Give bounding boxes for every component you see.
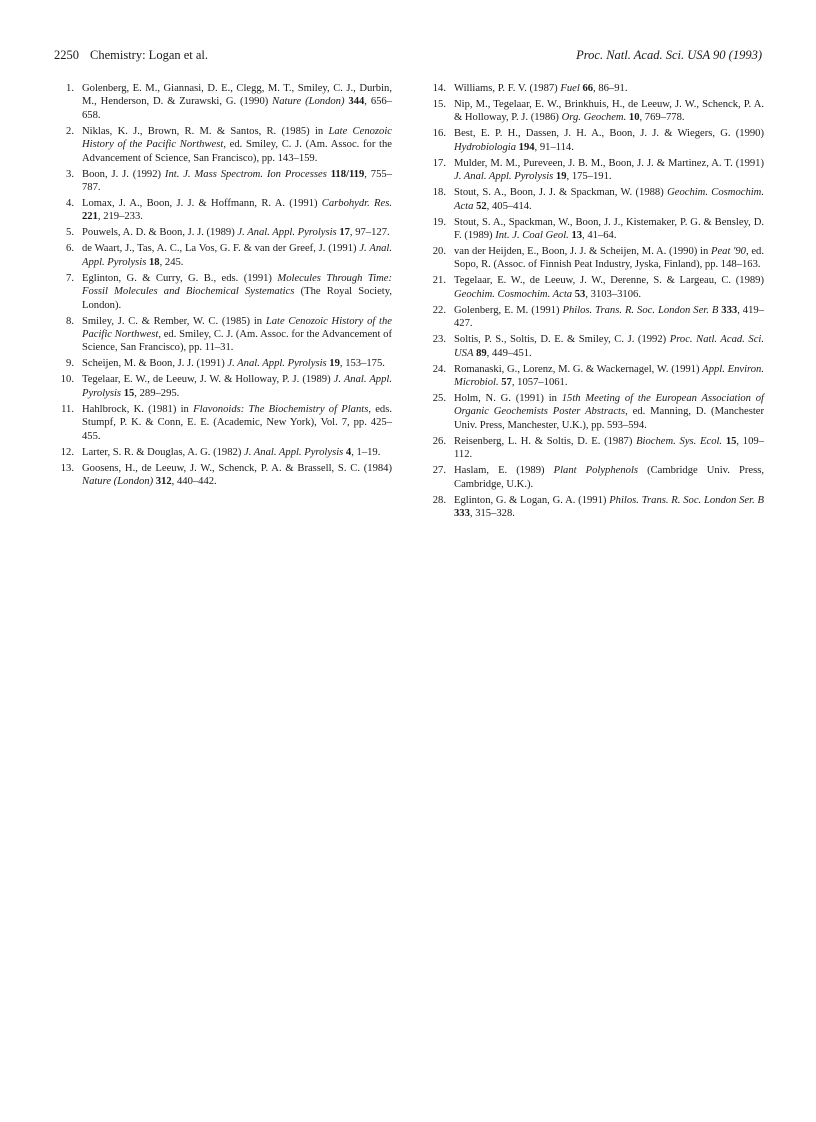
reference-text [82, 126, 392, 164]
reference-segment: Scheijen, M. & Boon, J. J. (1991) [82, 358, 228, 370]
reference-segment: , 1057–1061. [511, 377, 568, 389]
reference-volume: 13 [571, 230, 583, 242]
reference-item [54, 242, 392, 269]
reference-segment: Reisenberg, L. H. & Soltis, D. E. (1987) [454, 435, 637, 447]
reference-item [54, 373, 392, 400]
reference-item [426, 274, 764, 301]
reference-number: 21. [432, 275, 446, 287]
reference-text [82, 227, 390, 238]
reference-segment: , 3103–3106. [585, 288, 641, 300]
reference-item [54, 197, 392, 224]
reference-volume: 57 [501, 377, 512, 389]
reference-volume: 53 [574, 288, 586, 300]
reference-title: J. Anal. Appl. Pyrolysis [237, 227, 337, 239]
reference-volume: 52 [476, 200, 487, 212]
reference-text [82, 83, 392, 121]
reference-number: 9. [66, 358, 74, 370]
reference-volume: 10 [628, 112, 640, 124]
reference-item [426, 494, 764, 521]
reference-text [82, 273, 392, 311]
reference-text [82, 316, 392, 354]
reference-text [454, 465, 764, 489]
reference-item [54, 226, 392, 239]
reference-segment: , 153–175. [339, 358, 385, 370]
reference-item [426, 304, 764, 331]
reference-segment: , 97–127. [349, 227, 390, 239]
reference-segment: , 289–295. [134, 387, 180, 399]
reference-text [82, 463, 392, 487]
reference-text [454, 495, 764, 519]
reference-text [454, 364, 764, 388]
reference-volume: 15 [725, 435, 737, 447]
reference-segment: Nip, M., Tegelaar, E. W., Brinkhuis, H., de Leeuw, J. W., Schenck, P. A. & Holloway, P. J. (1986) [454, 99, 764, 124]
reference-segment: Stout, S. A., Boon, J. J. & Spackman, W. (1988) [454, 187, 668, 199]
reference-segment: Eglinton, G. & Curry, G. B., eds. (1991) [82, 272, 278, 284]
reference-item [426, 157, 764, 184]
reference-number: 10. [60, 374, 74, 386]
reference-segment: Pouwels, A. D. & Boon, J. J. (1989) [82, 227, 238, 239]
reference-number: 6. [66, 243, 74, 255]
reference-item [54, 403, 392, 443]
reference-title: Plant Polyphenols [553, 465, 639, 477]
reference-volume: 17 [339, 227, 350, 239]
reference-segment: Holm, N. G. (1991) in [454, 393, 562, 405]
reference-number: 4. [66, 198, 74, 210]
reference-segment: van der Heijden, E., Boon, J. J. & Scheijen, M. A. (1990) in [454, 246, 711, 258]
reference-segment: Best, E. P. H., Dassen, J. H. A., Boon, J. J. & Wiegers, G. (1990) [454, 128, 764, 140]
reference-text [454, 393, 764, 431]
reference-item [426, 464, 764, 491]
reference-title: Flavonoids: The Biochemistry of Plants [193, 403, 369, 415]
reference-text [82, 169, 392, 193]
reference-segment: , 91–114. [534, 141, 574, 153]
reference-number: 8. [66, 315, 74, 327]
reference-number: 23. [432, 334, 446, 346]
reference-item [426, 333, 764, 360]
reference-number: 28. [432, 494, 446, 506]
reference-segment: Tegelaar, E. W., de Leeuw, J. W. & Holloway, P. J. (1989) [82, 374, 334, 386]
reference-volume: 118/119 [330, 168, 365, 180]
reference-text [454, 187, 764, 211]
reference-segment: , 656–658. [82, 96, 393, 121]
reference-item [54, 82, 392, 122]
reference-title: Late Cenozoic History of the Pacific Northwest [82, 315, 392, 341]
reference-item [54, 125, 392, 165]
reference-number: 12. [60, 446, 74, 458]
reference-number: 7. [66, 272, 74, 284]
reference-number: 25. [432, 393, 446, 405]
reference-segment: , 315–328. [469, 508, 515, 520]
reference-title: Molecules Through Time: Fossil Molecules and Biochemical Systematics [82, 272, 392, 298]
reference-item [54, 446, 392, 459]
reference-number: 15. [432, 99, 446, 110]
reference-number: 11. [61, 403, 74, 415]
reference-title: Biochem. Sys. Ecol. [636, 435, 723, 447]
reference-segment: Romanaski, G., Lorenz, M. G. & Wackernagel, W. (1991) [454, 363, 703, 375]
reference-title: Geochim. Cosmochim. Acta [454, 288, 573, 300]
reference-title: Int. J. Coal Geol. [495, 230, 569, 242]
reference-title: 15th Meeting of the European Association of Organic Geochemists Poster Abstracts [454, 393, 764, 418]
reference-item [426, 216, 764, 243]
reference-title: Carbohydr. Res. [321, 198, 392, 210]
reference-number: 27. [432, 465, 446, 477]
reference-text [82, 404, 392, 442]
reference-segment: Golenberg, E. M. (1991) [454, 304, 563, 316]
reference-text [454, 246, 764, 270]
reference-item [426, 363, 764, 390]
reference-segment: , 41–64. [582, 230, 617, 242]
reference-number: 13. [60, 462, 74, 474]
reference-segment: , 219–233. [97, 211, 143, 223]
reference-number: 18. [432, 187, 446, 199]
reference-segment: Williams, P. F. V. (1987) [454, 83, 561, 94]
reference-volume: 18 [149, 256, 160, 268]
reference-text [454, 99, 764, 123]
reference-number: 14. [432, 83, 446, 94]
reference-title: Geochim. Cosmochim. Acta [454, 187, 764, 212]
reference-title: Peat '90 [710, 246, 746, 258]
reference-title: Hydrobiologia [454, 141, 516, 153]
reference-text [454, 305, 764, 329]
reference-segment: , 769–778. [639, 112, 685, 124]
reference-segment: Soltis, P. S., Soltis, D. E. & Smiley, C. J. (1992) [454, 334, 670, 346]
reference-volume: 89 [476, 347, 487, 359]
reference-number: 22. [432, 304, 446, 316]
reference-number: 19. [432, 216, 446, 228]
reference-segment: Niklas, K. J., Brown, R. M. & Santos, R. (1985) in [82, 125, 329, 137]
reference-segment: Stout, S. A., Spackman, W., Boon, J. J., Kistemaker, P. G. & Bensley, D. F. (1989) [454, 216, 764, 242]
reference-segment: , 449–451. [486, 347, 532, 359]
reference-segment: , ed. Smiley, C. J. (Am. Assoc. for the Advancement of Science, San Francisco), pp. 11–31. [82, 329, 392, 354]
reference-volume: 66 [582, 83, 594, 94]
reference-segment: Mulder, M. M., Pureveen, J. B. M., Boon, J. J. & Martinez, A. T. (1991) [454, 157, 764, 169]
reference-text [454, 217, 764, 241]
reference-number: 3. [66, 168, 74, 180]
reference-segment: (Cambridge Univ. Press, Cambridge, U.K.). [454, 465, 765, 490]
reference-title: Fuel [560, 83, 580, 94]
reference-segment: , 109–112. [454, 435, 764, 461]
reference-item [426, 127, 764, 154]
reference-text [454, 275, 764, 299]
reference-segment: , 86–91. [593, 83, 628, 94]
reference-item [54, 272, 392, 312]
reference-title: J. Anal. Appl. Pyrolysis [244, 446, 344, 458]
reference-text [82, 358, 385, 369]
running-head-left: Chemistry: Logan et al. [90, 48, 209, 62]
reference-volume: 333 [721, 304, 738, 316]
reference-text [82, 243, 392, 267]
reference-title: Nature (London) [82, 476, 154, 488]
reference-segment: , ed. Sopo, R. (Assoc. of Finnish Peat Industry, Jyska, Finland), pp. 148–163. [454, 246, 765, 271]
reference-segment: (The Royal Society, London). [82, 286, 392, 311]
reference-segment: , 1–19. [351, 446, 381, 458]
reference-title: J. Anal. Appl. Pyrolysis [82, 243, 392, 268]
reference-item [426, 245, 764, 272]
reference-item [426, 98, 764, 125]
reference-segment: , 175–191. [566, 171, 612, 183]
reference-segment: Lomax, J. A., Boon, J. J. & Hoffmann, R. A. (1991) [82, 198, 322, 210]
reference-text [454, 128, 764, 152]
reference-text [454, 436, 764, 460]
reference-number: 24. [432, 363, 446, 375]
reference-segment: Tegelaar, E. W., de Leeuw, J. W., Derenne, S. & Largeau, C. (1989) [454, 275, 764, 287]
reference-title: J. Anal. Appl. Pyrolysis [227, 358, 327, 370]
reference-number: 1. [66, 83, 74, 94]
reference-segment: , eds. Stumpf, P. K. & Conn, E. E. (Academic, New York), Vol. 7, pp. 425–455. [82, 403, 392, 442]
reference-title: Philos. Trans. R. Soc. London Ser. B [609, 494, 764, 506]
reference-segment: Eglinton, G. & Logan, G. A. (1991) [454, 494, 610, 506]
reference-item [426, 82, 764, 95]
reference-title: Proc. Natl. Acad. Sci. USA [454, 334, 764, 359]
reference-item [54, 462, 392, 489]
reference-volume: 19 [329, 358, 340, 370]
reference-text [454, 334, 764, 358]
page-number: 2250 [54, 48, 79, 62]
reference-segment: Golenberg, E. M., Giannasi, D. E., Clegg, M. T., Smiley, C. J., Durbin, M., Henderson, D. & Zurawski, G. (1990) [82, 83, 392, 108]
reference-title: Philos. Trans. R. Soc. London Ser. B [562, 304, 719, 316]
reference-number: 16. [432, 128, 446, 140]
reference-list-right-column [426, 82, 764, 523]
reference-title: Org. Geochem. [561, 112, 627, 124]
reference-segment: , 245. [159, 256, 184, 268]
reference-volume: 333 [454, 508, 470, 520]
reference-segment: , ed. Manning, D. (Manchester Univ. Press, Manchester, U.K.), pp. 593–594. [454, 406, 764, 431]
reference-item [54, 357, 392, 370]
reference-segment: Smiley, J. C. & Rember, W. C. (1985) in [82, 315, 266, 327]
reference-text [82, 198, 392, 222]
reference-title: Appl. Environ. Microbiol. [454, 363, 764, 389]
reference-title: Nature (London) [272, 96, 345, 108]
reference-number: 5. [66, 227, 74, 239]
reference-item [54, 315, 392, 355]
reference-segment: Goosens, H., de Leeuw, J. W., Schenck, P. A. & Brassell, S. C. (1984) [82, 462, 392, 474]
reference-segment: , ed. Smiley, C. J. (Am. Assoc. for the Advancement of Science, San Francisco), pp. 143–159. [82, 139, 392, 164]
reference-volume: 194 [518, 141, 535, 153]
reference-segment: , 440–442. [171, 476, 217, 488]
reference-volume: 15 [123, 387, 135, 399]
reference-number: 20. [432, 246, 446, 258]
reference-title: Int. J. Mass Spectrom. Ion Processes [164, 168, 327, 180]
page-header [54, 48, 762, 68]
reference-title: Late Cenozoic History of the Pacific Northwest [82, 125, 392, 151]
reference-volume: 4 [345, 446, 352, 458]
reference-title: J. Anal. Appl. Pyrolysis [454, 171, 554, 183]
reference-number: 2. [66, 125, 74, 137]
reference-segment: , 405–414. [486, 200, 532, 212]
reference-volume: 312 [155, 476, 172, 488]
reference-text [454, 158, 764, 182]
reference-title: J. Anal. Appl. Pyrolysis [82, 374, 392, 399]
reference-list-left-column [54, 82, 392, 491]
reference-item [426, 186, 764, 213]
reference-text [82, 447, 380, 458]
reference-segment: Hahlbrock, K. (1981) in [82, 403, 194, 415]
reference-volume: 221 [82, 211, 98, 223]
reference-text [82, 374, 392, 398]
reference-segment: Larter, S. R. & Douglas, A. G. (1982) [82, 446, 244, 458]
reference-item [426, 435, 764, 462]
reference-segment: , 755–787. [82, 168, 392, 194]
reference-segment: Boon, J. J. (1992) [82, 168, 165, 180]
reference-item [54, 168, 392, 195]
reference-segment: , 419–427. [454, 304, 764, 330]
reference-volume: 344 [348, 96, 365, 108]
reference-text [454, 83, 627, 94]
running-head-right: Proc. Natl. Acad. Sci. USA 90 (1993) [576, 48, 762, 62]
reference-number: 17. [432, 157, 446, 169]
reference-segment: de Waart, J., Tas, A. C., La Vos, G. F. & van der Greef, J. (1991) [82, 243, 360, 255]
reference-item [426, 392, 764, 432]
reference-number: 26. [432, 435, 446, 447]
reference-volume: 19 [555, 171, 567, 183]
reference-segment: Haslam, E. (1989) [454, 465, 554, 477]
